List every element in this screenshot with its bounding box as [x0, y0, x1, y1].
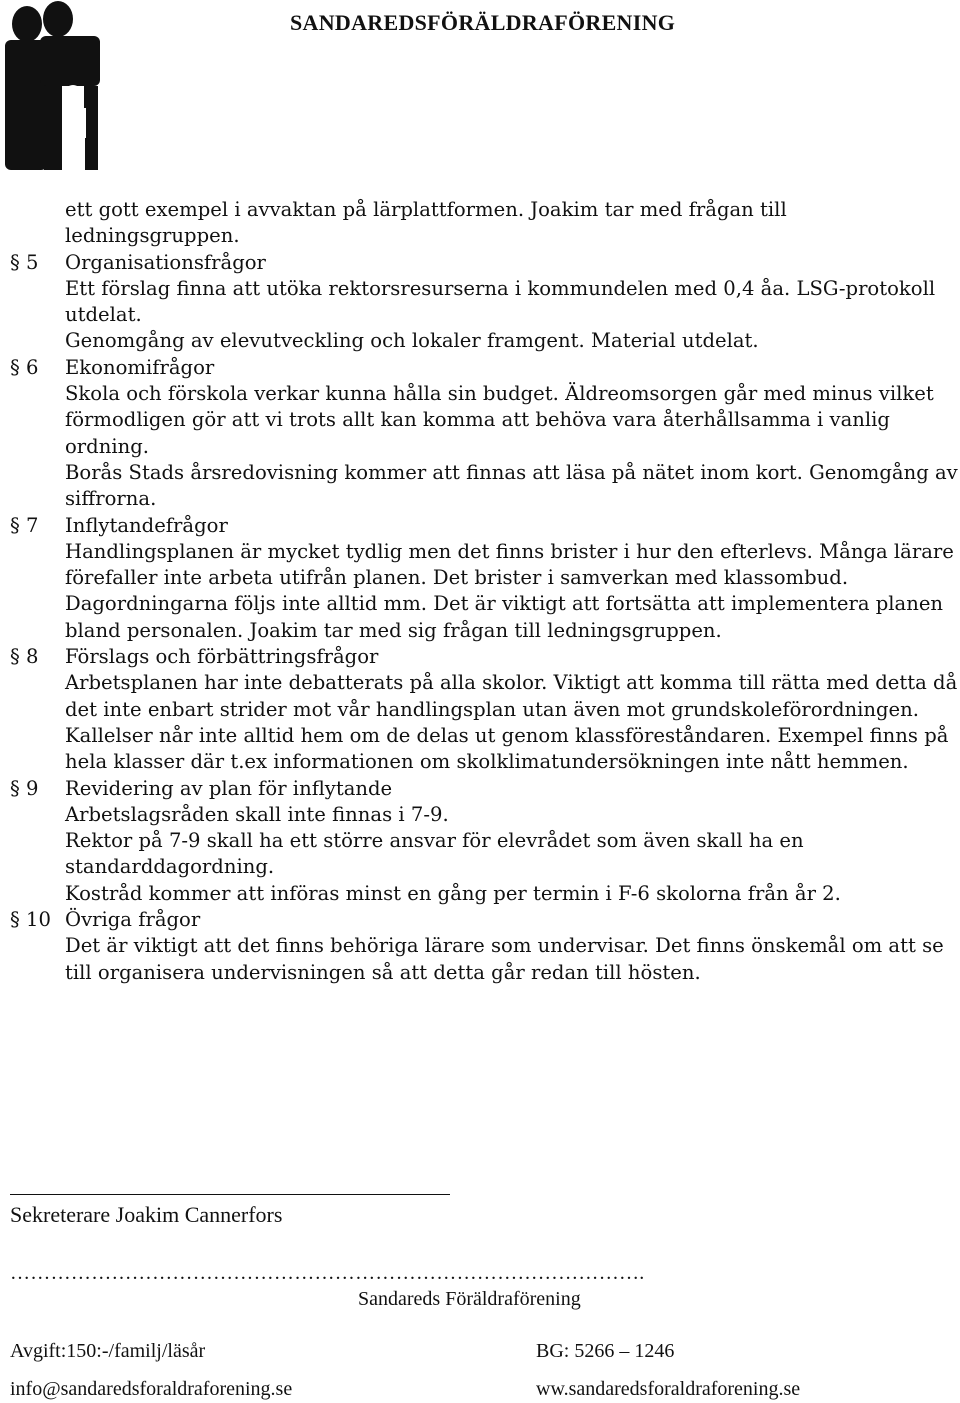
minutes-item [10, 776, 960, 802]
section-heading: Övriga frågor [65, 908, 201, 932]
minutes-item [10, 276, 960, 329]
minutes-text: ett gott exempel i avvaktan på lärplattformen. Joakim tar med frågan till ledningsgruppen. [65, 198, 787, 248]
footer-organization: Sandareds Föräldraförening [358, 1288, 581, 1310]
minutes-item [10, 460, 960, 513]
minutes-text: Arbetsplanen har inte debatterats på alla skolor. Viktigt att komma till rätta med detta då det inte enbart strider mot vår handlingsplan utan även mot grundskoleförordningen. Kallelser når inte alltid hem om de delas ut genom klassföreståndaren. Exempel finns på hela klasser där t.ex informationen om skolklimatundersökningen inte nått hemmen. [65, 671, 958, 774]
minutes-item [10, 644, 960, 670]
membership-fee: Avgift:150:-/familj/läsår [10, 1340, 206, 1362]
minutes-item [10, 513, 960, 539]
minutes-item [10, 933, 960, 986]
minutes-item [10, 328, 960, 354]
bank-giro: BG: 5266 – 1246 [536, 1340, 675, 1362]
minutes-text: Ett förslag finna att utöka rektorsresurserna i kommundelen med 0,4 åa. LSG-protokoll utdelat. [65, 276, 936, 327]
email-link[interactable]: info@sandaredsforaldraforening.se [10, 1378, 293, 1400]
section-number: § 7 [10, 513, 39, 537]
dotted-separator: …………………………………………………………………………………. [10, 1262, 645, 1284]
section-heading: Ekonomifrågor [65, 355, 215, 379]
minutes-item [10, 539, 960, 644]
signature-line [10, 1194, 450, 1195]
minutes-item [10, 670, 960, 775]
minutes-item [10, 197, 960, 250]
minutes-text: Handlingsplanen är mycket tydlig men det finns brister i hur den efterlevs. Många lärare förefaller inte arbeta utifrån planen. Det brister i samverkan med klassombud. Dagordningarna följs inte alltid mm. Det är viktigt att fortsätta att implementera planen bland personalen. Joakim tar med sig frågan till ledningsgruppen. [65, 539, 954, 642]
secretary-signature: Sekreterare Joakim Cannerfors [10, 1202, 283, 1227]
website-link[interactable]: ww.sandaredsforaldraforening.se [536, 1378, 801, 1400]
section-number: § 8 [10, 645, 39, 669]
section-heading: Förslags och förbättringsfrågor [65, 645, 379, 669]
minutes-text: Det är viktigt att det finns behöriga lärare som undervisar. Det finns önskemål om att se till organisera undervisningen så att detta går redan till hösten. [65, 934, 944, 984]
minutes-item [10, 881, 960, 907]
family-logo [0, 0, 112, 176]
minutes-text: Kostråd kommer att införas minst en gång per termin i F-6 skolorna från år 2. [65, 881, 841, 905]
minutes-item [10, 828, 960, 881]
minutes-item [10, 907, 960, 933]
section-number: § 6 [10, 355, 39, 379]
minutes-text: Genomgång av elevutveckling och lokaler framgent. Material utdelat. [65, 329, 759, 353]
minutes-item [10, 802, 960, 828]
section-number: § 5 [10, 250, 39, 274]
section-heading: Inflytandefrågor [65, 513, 228, 537]
section-heading: Organisationsfrågor [65, 250, 266, 274]
minutes-text: Rektor på 7-9 skall ha ett större ansvar för elevrådet som även skall ha en standarddagordning. [65, 829, 804, 879]
section-heading: Revidering av plan för inflytande [65, 776, 393, 800]
section-number: § 10 [10, 908, 51, 932]
minutes-text: Arbetslagsråden skall inte finnas i 7-9. [65, 802, 449, 826]
minutes-item [10, 250, 960, 276]
organization-title: SANDAREDSFÖRÄLDRAFÖRENING [290, 10, 676, 35]
minutes-text: Borås Stads årsredovisning kommer att finnas att läsa på nätet inom kort. Genomgång av siffrorna. [65, 460, 958, 511]
minutes-item [10, 355, 960, 381]
meeting-minutes [10, 197, 960, 986]
section-number: § 9 [10, 776, 39, 800]
minutes-text: Skola och förskola verkar kunna hålla sin budget. Äldreomsorgen går med minus vilket förmodligen gör att vi trots allt kan komma att behöva vara återhållsamma i vanlig ordning. [65, 382, 934, 458]
minutes-item [10, 381, 960, 460]
